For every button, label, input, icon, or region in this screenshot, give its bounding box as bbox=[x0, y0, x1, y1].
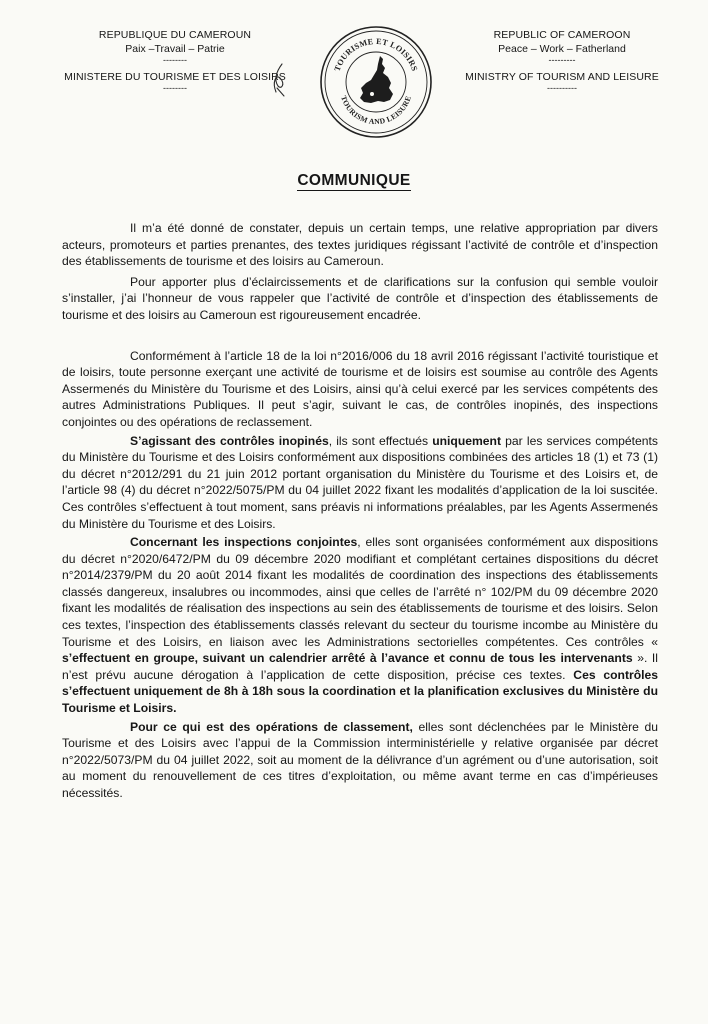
paragraph-text: , elles sont organisées conformément aux dispositions du décret n°2020/6472/PM du 09 décembre 2020 modifiant et complétant certaines dispositions du décret n°2014/2379/PM du 20 août 2014 fixant les modalités de coordination des inspections des établissements classés dangereux, insalubres ou incommodes, ainsi que celles de l’arrêté n° 102/PM du 09 décembre 2020 fixant les modalités de réalisation des inspections au sein des établissements de tourisme et des loisirs. Selon ces textes, l’inspection des établissements classés relevant du secteur du tourisme incombe au Ministère du Tourisme et des Loisirs, en liaison avec les Administrations sectorielles compétentes. Ces contrôles « bbox=[62, 535, 659, 649]
paragraph-legal-basis: Conformément à l’article 18 de la loi n°2016/006 du 18 avril 2016 régissant l’activité touristique et de loisirs, toute personne exerçant une activité de tourisme et de loisirs est soumise au contrôle des Agents Assermenés du Ministère du Tourisme et des Loisirs, ainsi qu’à celui exercé par les services compétents des autres Administrations Publiques. Il peut s’agir, suivant le cas, de contrôles inopinés, des inspections conjointes ou des opérations de reclassement. bbox=[62, 348, 658, 429]
paragraph-text: , ils sont effectués bbox=[328, 433, 433, 448]
paragraph-joint-inspections bbox=[62, 534, 658, 717]
quoted-emphasis-bold: s’effectuent en groupe, suivant un calendrier arrêté à l’avance et connu de tous les intervenants bbox=[62, 651, 633, 666]
seal-text-bottom: TOURISM AND LEISURE bbox=[339, 94, 413, 127]
paragraph-text: ». Il n’est prévu aucune dérogation à l’application de cette disposition, précise ces textes. bbox=[62, 651, 658, 682]
separator-dashes: ---------- bbox=[547, 83, 577, 93]
ministry-name-en: MINISTRY OF TOURISM AND LEISURE bbox=[465, 71, 659, 83]
paragraph-classification bbox=[62, 719, 658, 802]
national-motto-en: Peace – Work – Fatherland bbox=[498, 43, 626, 55]
header-right-english bbox=[452, 28, 672, 93]
republic-name-fr: REPUBLIQUE DU CAMEROUN bbox=[98, 29, 252, 41]
separator-dashes: -------- bbox=[163, 55, 187, 65]
handwritten-paraph bbox=[268, 62, 290, 98]
paragraph-reminder: Pour apporter plus d’éclaircissements et de clarifications sur la confusion qui semble vouloir s’installer, j’ai l’honneur de vous rappeler que l’activité de contrôle et d’inspection des établissements de tourisme et des loisirs au Cameroun est rigoureusement encadrée. bbox=[62, 274, 658, 322]
emphasis-bold: uniquement bbox=[432, 433, 501, 448]
communique-body bbox=[62, 220, 658, 802]
header-left-french bbox=[60, 28, 290, 93]
ministry-seal bbox=[316, 22, 436, 142]
paragraph-lead-bold: Pour ce qui est des opérations de classement, bbox=[130, 719, 413, 734]
paragraph-text: elles sont déclenchées par le Ministère du Tourisme et des Loisirs avec l’appui de la Commission interministérielle y relative organisée par décret n°2022/5073/PM du 04 juillet 2022, soit au moment de la délivrance d’un agrément ou d’une autorisation, soit au moment du renouvellement de ces titres d’exploitation, ou même avant terme en cas d’impérieuses nécessités. bbox=[62, 719, 659, 800]
national-motto-fr: Paix –Travail – Patrie bbox=[125, 43, 225, 55]
document-title bbox=[0, 172, 708, 190]
paragraph-intro: Il m’a été donné de constater, depuis un certain temps, une relative appropriation par divers acteurs, promoteurs et parties prenantes, des textes juridiques régissant l’activité de contrôle et d’inspection des établissements de tourisme et des loisirs au Cameroun. bbox=[62, 221, 658, 269]
ministry-name-fr: MINISTERE DU TOURISME ET DES LOISIRS bbox=[64, 71, 286, 83]
paragraph-lead-bold: Concernant les inspections conjointes bbox=[130, 535, 358, 550]
republic-name-en: REPUBLIC OF CAMEROON bbox=[493, 29, 631, 41]
cameroon-map-icon bbox=[360, 56, 393, 103]
document-title-text: COMMUNIQUE bbox=[297, 172, 411, 189]
paragraph-unannounced-controls bbox=[62, 433, 658, 533]
paragraph-text: par les services compétents du Ministère du Tourisme et des Loisirs conformément aux dispositions combinées des articles 18 (1) et 73 (1) du décret n°2012/291 du 21 juin 2012 portant organisation du Ministère du Tourisme et des Loisirs et, de l’article 98 (4) du décret n°2022/5075/PM du 04 juillet 2022 fixant les modalités d’application de la loi suscitée. Ces contrôles s’effectuent à tout moment, sans préavis ni informations préalables, par les Agents Assermenés du Ministère du Tourisme et des Loisirs. bbox=[62, 433, 659, 531]
svg-text:TOURISME ET LOISIRS bbox=[333, 37, 420, 73]
separator-dashes: -------- bbox=[163, 83, 187, 93]
paragraph-lead-bold: S’agissant des contrôles inopinés bbox=[130, 433, 329, 448]
seal-text-top: TOURISME ET LOISIRS bbox=[332, 36, 420, 73]
emphasis-bold: Ces contrôles s’effectuent uniquement de 8h à 18h sous la coordination et la planification exclusives du Ministère du Tourisme et Loisirs. bbox=[62, 667, 659, 716]
separator-dashes: --------- bbox=[548, 55, 576, 65]
